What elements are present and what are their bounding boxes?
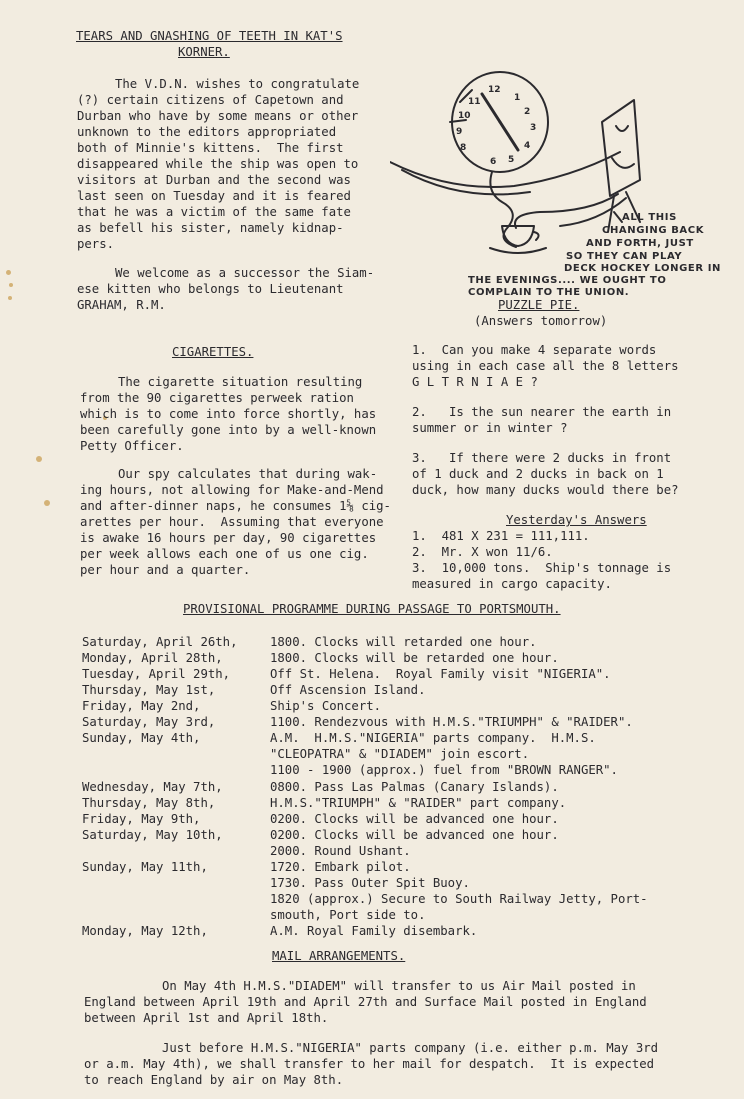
schedule-row: 1730. Pass Outer Spit Buoy. bbox=[270, 876, 470, 890]
schedule-row: Thursday, May 8th, H.M.S."TRIUMPH" & "RAIDER" part company. bbox=[82, 796, 567, 810]
svg-text:6: 6 bbox=[490, 157, 497, 167]
stain-spot bbox=[6, 270, 11, 275]
svg-text:1: 1 bbox=[514, 93, 521, 103]
mail-title: MAIL ARRANGEMENTS. bbox=[272, 949, 406, 963]
schedule-row: Monday, May 12th, A.M. Royal Family disembark. bbox=[82, 924, 478, 938]
schedule-row: "CLEOPATRA" & "DIADEM" join escort. bbox=[270, 747, 530, 761]
svg-text:3: 3 bbox=[530, 123, 537, 133]
programme-title: PROVISIONAL PROGRAMME DURING PASSAGE TO PORTSMOUTH. bbox=[183, 602, 561, 616]
svg-text:9: 9 bbox=[456, 127, 463, 137]
answers-title: Yesterday's Answers bbox=[506, 513, 647, 527]
schedule-row: Tuesday, April 29th, Off St. Helena. Royal Family visit "NIGERIA". bbox=[82, 667, 611, 681]
schedule-row: 1100 - 1900 (approx.) fuel from "BROWN RANGER". bbox=[270, 763, 618, 777]
schedule-row: Sunday, May 4th, A.M. H.M.S."NIGERIA" parts company. H.M.S. bbox=[82, 731, 596, 745]
newsletter-page: TEARS AND GNASHING OF TEETH IN KAT'S KORNER. The V.D.N. wishes to congratulate (?) certain citizens of Capetown and Durban who have by some means or other unknown to the editors appropriated both of Minnie's kittens. The first disappeared while the ship was open to visitors at Durban and the second was last seen on Tuesday and it is feared that he was a victim of the same fate as befell his sister, namely kidnap- pers. We welcome as a successor the Siam- ese kitten who belongs to Lieutenant GRAHAM, R.M. 12 11 10 1 2 3 4 5 6 8 9 ALL THIS CHANGING BACK AND FORTH, JUST SO THEY CAN PLAY DECK HOCKEY LONGER IN THE EVENINGS.... WE OUGHT TO COMPLAIN TO THE UNION. PUZZLE PIE. (Answers tomorrow) 1. Can you make 4 separate words using in each case all the 8 letters G L T R N I A E ? 2. Is the sun nearer the earth in summer or in winter ? 3. If there were 2 ducks in front of 1 duck and 2 ducks in back on 1 duck, how many ducks would there be? Yesterday's Answers 1. 481 X 231 = 111,111. 2. Mr. X won 11/6. 3. 10,000 tons. Ship's tonnage is measured in cargo capacity. CIGARETTES. The cigarette situation resulting from the 90 cigarettes perweek ration which is to come into force shortly, has been carefully gone into by a well-known Petty Officer. Our spy calculates that during wak- ing hours, not allowing for Make-and-Mend and after-dinner naps, he consumes 1⅝ cig- arettes per hour. Assuming that everyone is awake 16 hours per day, 90 cigarettes per week allows each one of us one cig. per hour and a quarter. PROVISIONAL PROGRAMME DURING PASSAGE TO PORTSMOUTH. Saturday, April 26th, 1800. Clocks will retarded one hour. Monday, April 28th, 1800. Clocks will be retarded one hour. Tuesday, April 29th, Off St. Helena. Royal Family visit "NIGERIA". Thursday, May 1st, Off Ascension Island. Friday, May 2nd, Ship's Concert. Saturday, May 3rd, 1100. Rendezvous with H.M.S."TRIUMPH" & "RAIDER". Sunday, May 4th, A.M. H.M.S."NIGERIA" parts company. H.M.S. "CLEOPATRA" & "DIADEM" join escort. 1100 - 1900 (approx.) fuel from "BROWN RANGER". Wednesday, May 7th, 0800. Pass Las Palmas (Canary Islands). Thursday, May 8th, H.M.S."TRIUMPH" & "RAIDER" part company. Friday, May 9th, 0200. Clocks will be advanced one hour. Saturday, May 10th, 0200. Clocks will be advanced one hour. 2000. Round Ushant. Sunday, May 11th, 1720. Embark pilot. 1730. Pass Outer Spit Buoy. 1820 (approx.) Secure to South Railway Jetty, Port- smouth, Port side to. Monday, May 12th, A.M. Royal Family disembark. MAIL ARRANGEMENTS. On May 4th H.M.S."DIADEM" will transfer to us Air Mail posted in England between April 19th and April 27th and Surface Mail posted in England between April 1st and April 18th. Just before H.M.S."NIGERIA" parts company (i.e. either p.m. May 3rd or a.m. May 4th), we shall transfer to her mail for despatch. It is expected to reach England by air on May 8th. bbox=[0, 0, 744, 1099]
cigarettes-title: CIGARETTES. bbox=[172, 345, 254, 359]
stain-spot bbox=[44, 500, 50, 506]
schedule-row: Sunday, May 11th, 1720. Embark pilot. bbox=[82, 860, 411, 874]
svg-text:5: 5 bbox=[508, 155, 515, 165]
svg-text:8: 8 bbox=[460, 143, 467, 153]
schedule-row: Friday, May 9th, 0200. Clocks will be advanced one hour. bbox=[82, 812, 559, 826]
puzzle-subtitle: (Answers tomorrow) bbox=[474, 314, 608, 328]
schedule-row: 1820 (approx.) Secure to South Railway Jetty, Port- bbox=[270, 892, 648, 906]
schedule-row: Saturday, May 3rd, 1100. Rendezvous with H.M.S."TRIUMPH" & "RAIDER". bbox=[82, 715, 633, 729]
stain-spot bbox=[9, 283, 13, 287]
svg-text:2: 2 bbox=[524, 107, 531, 117]
stain-spot bbox=[8, 296, 12, 300]
svg-text:11: 11 bbox=[468, 97, 481, 107]
svg-text:10: 10 bbox=[458, 111, 471, 121]
schedule-row: Saturday, May 10th, 0200. Clocks will be advanced one hour. bbox=[82, 828, 559, 842]
schedule-row: Thursday, May 1st, Off Ascension Island. bbox=[82, 683, 426, 697]
svg-text:12: 12 bbox=[488, 85, 501, 95]
puzzle-title: PUZZLE PIE. bbox=[498, 298, 580, 312]
schedule-row: Saturday, April 26th, 1800. Clocks will retarded one hour. bbox=[82, 635, 537, 649]
schedule-row: Monday, April 28th, 1800. Clocks will be retarded one hour. bbox=[82, 651, 559, 665]
schedule-row: Friday, May 2nd, Ship's Concert. bbox=[82, 699, 382, 713]
svg-text:4: 4 bbox=[524, 141, 531, 151]
schedule-row: smouth, Port side to. bbox=[270, 908, 426, 922]
stain-spot bbox=[36, 456, 42, 462]
article-title-line1: TEARS AND GNASHING OF TEETH IN KAT'S bbox=[76, 29, 343, 43]
schedule-row: 2000. Round Ushant. bbox=[270, 844, 411, 858]
article-title-line2: KORNER. bbox=[178, 45, 230, 59]
schedule-row: Wednesday, May 7th, 0800. Pass Las Palmas (Canary Islands). bbox=[82, 780, 559, 794]
